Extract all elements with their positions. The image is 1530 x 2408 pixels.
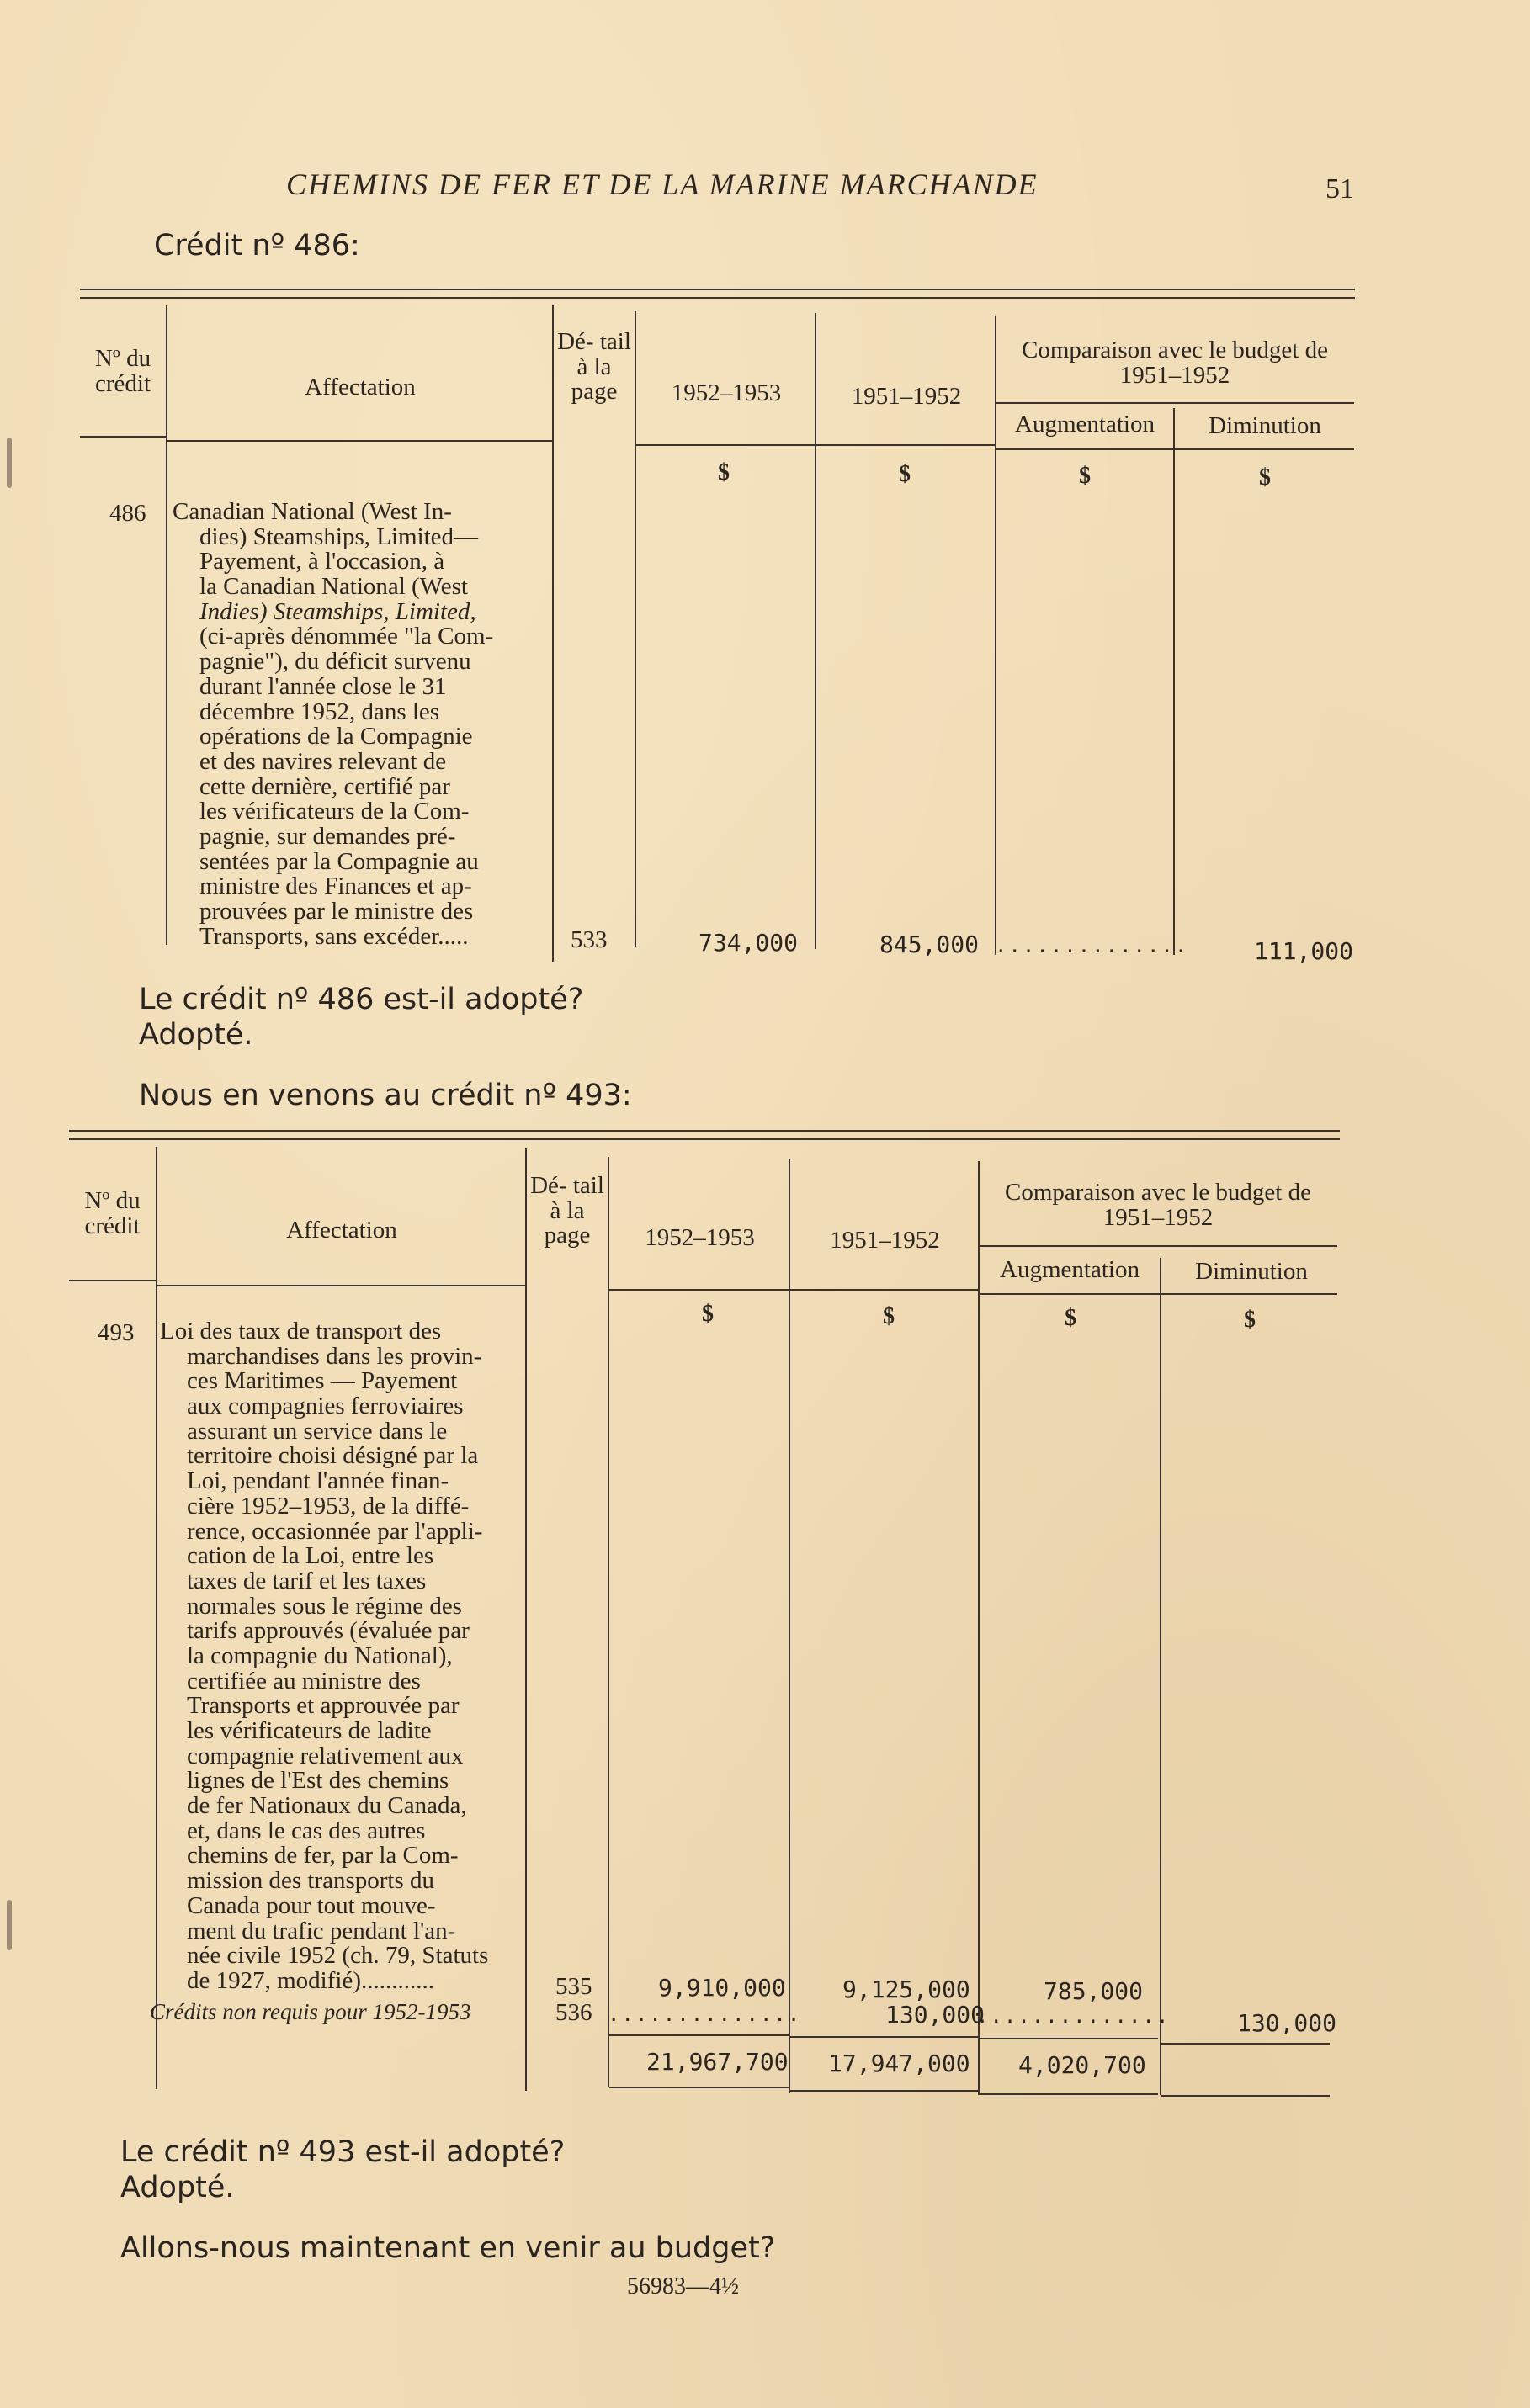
- credit-number: 493: [98, 1319, 135, 1346]
- credits-not-required-label: Crédits non requis pour 1952-1953: [150, 1999, 471, 2024]
- col-header-augmentation: Augmentation: [1015, 411, 1155, 438]
- description-line: de 1927, modifié)............: [187, 1966, 434, 1994]
- amount-1951-1952: 130,000: [885, 2001, 985, 2029]
- table2-header-rule: [980, 1293, 1337, 1295]
- table2-header-rule: [157, 1285, 525, 1286]
- description-line: cation de la Loi, entre les: [187, 1542, 434, 1570]
- table2-vline: [789, 1159, 790, 2093]
- table1-vline: [635, 311, 636, 947]
- description-line: mission des transports du: [187, 1867, 435, 1895]
- description-line: tarifs approuvés (évaluée par: [187, 1617, 470, 1645]
- col-header-1951-1952: 1951–1952: [851, 383, 962, 410]
- description-line: pagnie, sur demandes pré-: [199, 822, 456, 850]
- description-line: Loi des taux de transport des: [160, 1318, 442, 1345]
- description-line: taxes de tarif et les taxes: [187, 1567, 427, 1594]
- credit-486-description: [173, 500, 549, 949]
- table2-header-rule: [609, 1289, 978, 1291]
- description-line: certifiée au ministre des: [187, 1667, 421, 1695]
- col-header-comparison: Comparaison avec le budget de 1951–1952: [1022, 337, 1328, 389]
- description-line: assurant un service dans le: [187, 1417, 448, 1445]
- currency-sign: $: [702, 1301, 714, 1327]
- totals-bottom-rule: [609, 2087, 789, 2088]
- description-line: chemins de fer, par la Com-: [187, 1842, 459, 1870]
- currency-sign: $: [883, 1303, 895, 1329]
- description-line: sentées par la Compagnie au: [199, 847, 479, 875]
- augmentation-empty: ..............: [995, 934, 1189, 957]
- description-line: dies) Steamships, Limited—: [199, 522, 479, 550]
- answer-486: Adopté.: [139, 1018, 253, 1052]
- col-header-diminution: Diminution: [1209, 412, 1321, 439]
- table1-comparison-rule: [996, 402, 1354, 404]
- col-header-diminution: Diminution: [1195, 1258, 1308, 1285]
- description-line: et, dans le cas des autres: [187, 1817, 426, 1844]
- description-line: rence, occasionnée par l'appli-: [187, 1517, 483, 1545]
- description-line: Payement, à l'occasion, à: [199, 548, 445, 575]
- amount-1951-1952: 845,000: [879, 931, 980, 958]
- augmentation-amount: 785,000: [1044, 1977, 1144, 2005]
- credit-number: 486: [109, 500, 146, 527]
- description-line: pagnie"), du déficit survenu: [199, 648, 471, 676]
- total-1952-1953: 21,967,700: [646, 2048, 789, 2076]
- description-line: ces Maritimes — Payement: [187, 1367, 458, 1395]
- description-line: compagnie relativement aux: [187, 1742, 464, 1769]
- page-number: 51: [1325, 173, 1354, 204]
- description-line: et des navires relevant de: [199, 747, 447, 775]
- detail-page: 536: [555, 1999, 592, 2026]
- description-line: territoire choisi désigné par la: [187, 1442, 479, 1470]
- table1-header-rule: [167, 440, 552, 442]
- col-header-detail: Dé- tail à la page: [557, 328, 631, 406]
- currency-sign: $: [1259, 464, 1271, 491]
- col-header-comparison: Comparaison avec le budget de 1951–1952: [1005, 1179, 1311, 1231]
- transition-text: Nous en venons au crédit nº 493:: [139, 1079, 632, 1112]
- table2-top-rule: [69, 1130, 1340, 1140]
- table1-vline: [1173, 408, 1175, 955]
- description-line: Loi, pendant l'année finan-: [187, 1467, 449, 1495]
- table1-header-rule: [636, 444, 995, 446]
- description-line: durant l'année close le 31: [199, 672, 447, 700]
- description-line: décembre 1952, dans les: [199, 697, 440, 725]
- diminution-amount: 130,000: [1237, 2009, 1337, 2037]
- col-header-augmentation: Augmentation: [1000, 1256, 1140, 1283]
- augmentation-empty: ..............: [976, 2004, 1171, 2028]
- description-line: lignes de l'Est des chemins: [187, 1767, 449, 1795]
- question-486: Le crédit nº 486 est-il adopté?: [139, 983, 584, 1016]
- table1-vline: [815, 313, 816, 949]
- answer-493: Adopté.: [120, 2171, 235, 2204]
- footer-signature: 56983—4½: [627, 2273, 739, 2299]
- credit-493-description: [160, 1319, 530, 1994]
- table1-vline: [995, 316, 996, 955]
- col-header-detail: Dé- tail à la page: [530, 1172, 604, 1249]
- totals-rule: [790, 2036, 978, 2038]
- currency-sign: $: [1244, 1307, 1256, 1333]
- description-line: née civile 1952 (ch. 79, Statuts: [187, 1942, 489, 1970]
- question-493: Le crédit nº 493 est-il adopté?: [120, 2135, 566, 2169]
- currency-sign: $: [718, 459, 730, 485]
- description-line: la compagnie du National),: [187, 1642, 453, 1669]
- diminution-amount: 111,000: [1254, 937, 1354, 965]
- binding-mark: [7, 438, 12, 488]
- table1-top-rule: [80, 289, 1355, 299]
- table1-vline: [166, 305, 167, 945]
- description-line: prouvées par le ministre des: [199, 898, 474, 925]
- description-line: la Canadian National (West: [199, 573, 468, 601]
- description-line: cière 1952–1953, de la diffé-: [187, 1492, 470, 1520]
- col-header-affectation: Affectation: [305, 374, 416, 400]
- description-line: aux compagnies ferroviaires: [187, 1392, 464, 1420]
- table1-vline: [552, 305, 554, 962]
- col-header-no: Nº du crédit: [94, 345, 151, 397]
- description-line: Canada pour tout mouve-: [187, 1891, 436, 1919]
- table2-comparison-rule: [980, 1245, 1337, 1247]
- amount-1952-1953: 734,000: [699, 929, 799, 957]
- description-line: ministre des Finances et ap-: [199, 873, 472, 900]
- table2-header-rule: [69, 1280, 156, 1281]
- currency-sign: $: [1065, 1305, 1076, 1331]
- table2-vline: [156, 1147, 157, 2089]
- description-line: opérations de la Compagnie: [199, 723, 473, 751]
- detail-page: 533: [571, 926, 608, 953]
- empty-1952-1953: ..............: [608, 2002, 802, 2026]
- totals-bottom-rule: [1161, 2095, 1330, 2097]
- col-header-1952-1953: 1952–1953: [671, 379, 782, 406]
- amount-1952-1953: 9,910,000: [658, 1974, 786, 2002]
- running-header: CHEMINS DE FER ET DE LA MARINE MARCHANDE: [286, 167, 1039, 201]
- totals-rule: [980, 2038, 1158, 2039]
- description-line: de fer Nationaux du Canada,: [187, 1792, 467, 1820]
- table2-vline: [978, 1161, 980, 2095]
- totals-bottom-rule: [980, 2093, 1158, 2095]
- table1-header-rule: [996, 448, 1354, 450]
- currency-sign: $: [899, 461, 911, 487]
- closing-question: Allons-nous maintenant en venir au budget?: [120, 2231, 776, 2265]
- description-line: Transports et approuvée par: [187, 1692, 460, 1720]
- binding-mark: [7, 1900, 12, 1950]
- col-header-1951-1952: 1951–1952: [830, 1227, 940, 1254]
- table2-vline: [1160, 1258, 1161, 2095]
- section1-heading: Crédit nº 486:: [154, 229, 360, 263]
- col-header-no: Nº du crédit: [84, 1187, 141, 1239]
- description-line: normales sous le régime des: [187, 1592, 462, 1620]
- description-line: marchandises dans les provin-: [187, 1342, 482, 1370]
- description-line: cette dernière, certifié par: [199, 772, 450, 800]
- col-header-1952-1953: 1952–1953: [645, 1224, 755, 1251]
- description-line: les vérificateurs de la Com-: [199, 798, 470, 825]
- description-line: ment du trafic pendant l'an-: [187, 1917, 456, 1944]
- description-line: Canadian National (West In-: [173, 498, 452, 525]
- totals-rule: [1161, 2043, 1330, 2045]
- totals-rule: [609, 2034, 789, 2036]
- description-line: Indies) Steamships, Limited,: [199, 597, 476, 625]
- total-1951-1952: 17,947,000: [828, 2050, 970, 2077]
- totals-bottom-rule: [790, 2090, 978, 2092]
- description-line: (ci-après dénommée "la Com-: [199, 623, 494, 650]
- table2-vline: [608, 1157, 609, 2087]
- col-header-affectation: Affectation: [286, 1217, 397, 1244]
- amount-1951-1952: 9,125,000: [842, 1976, 970, 2003]
- table1-header-rule: [80, 436, 166, 438]
- currency-sign: $: [1079, 463, 1091, 489]
- total-augmentation: 4,020,700: [1018, 2051, 1146, 2079]
- detail-page: 535: [555, 1973, 592, 2000]
- description-line: les vérificateurs de ladite: [187, 1717, 432, 1744]
- description-line: Transports, sans excéder.....: [199, 922, 469, 950]
